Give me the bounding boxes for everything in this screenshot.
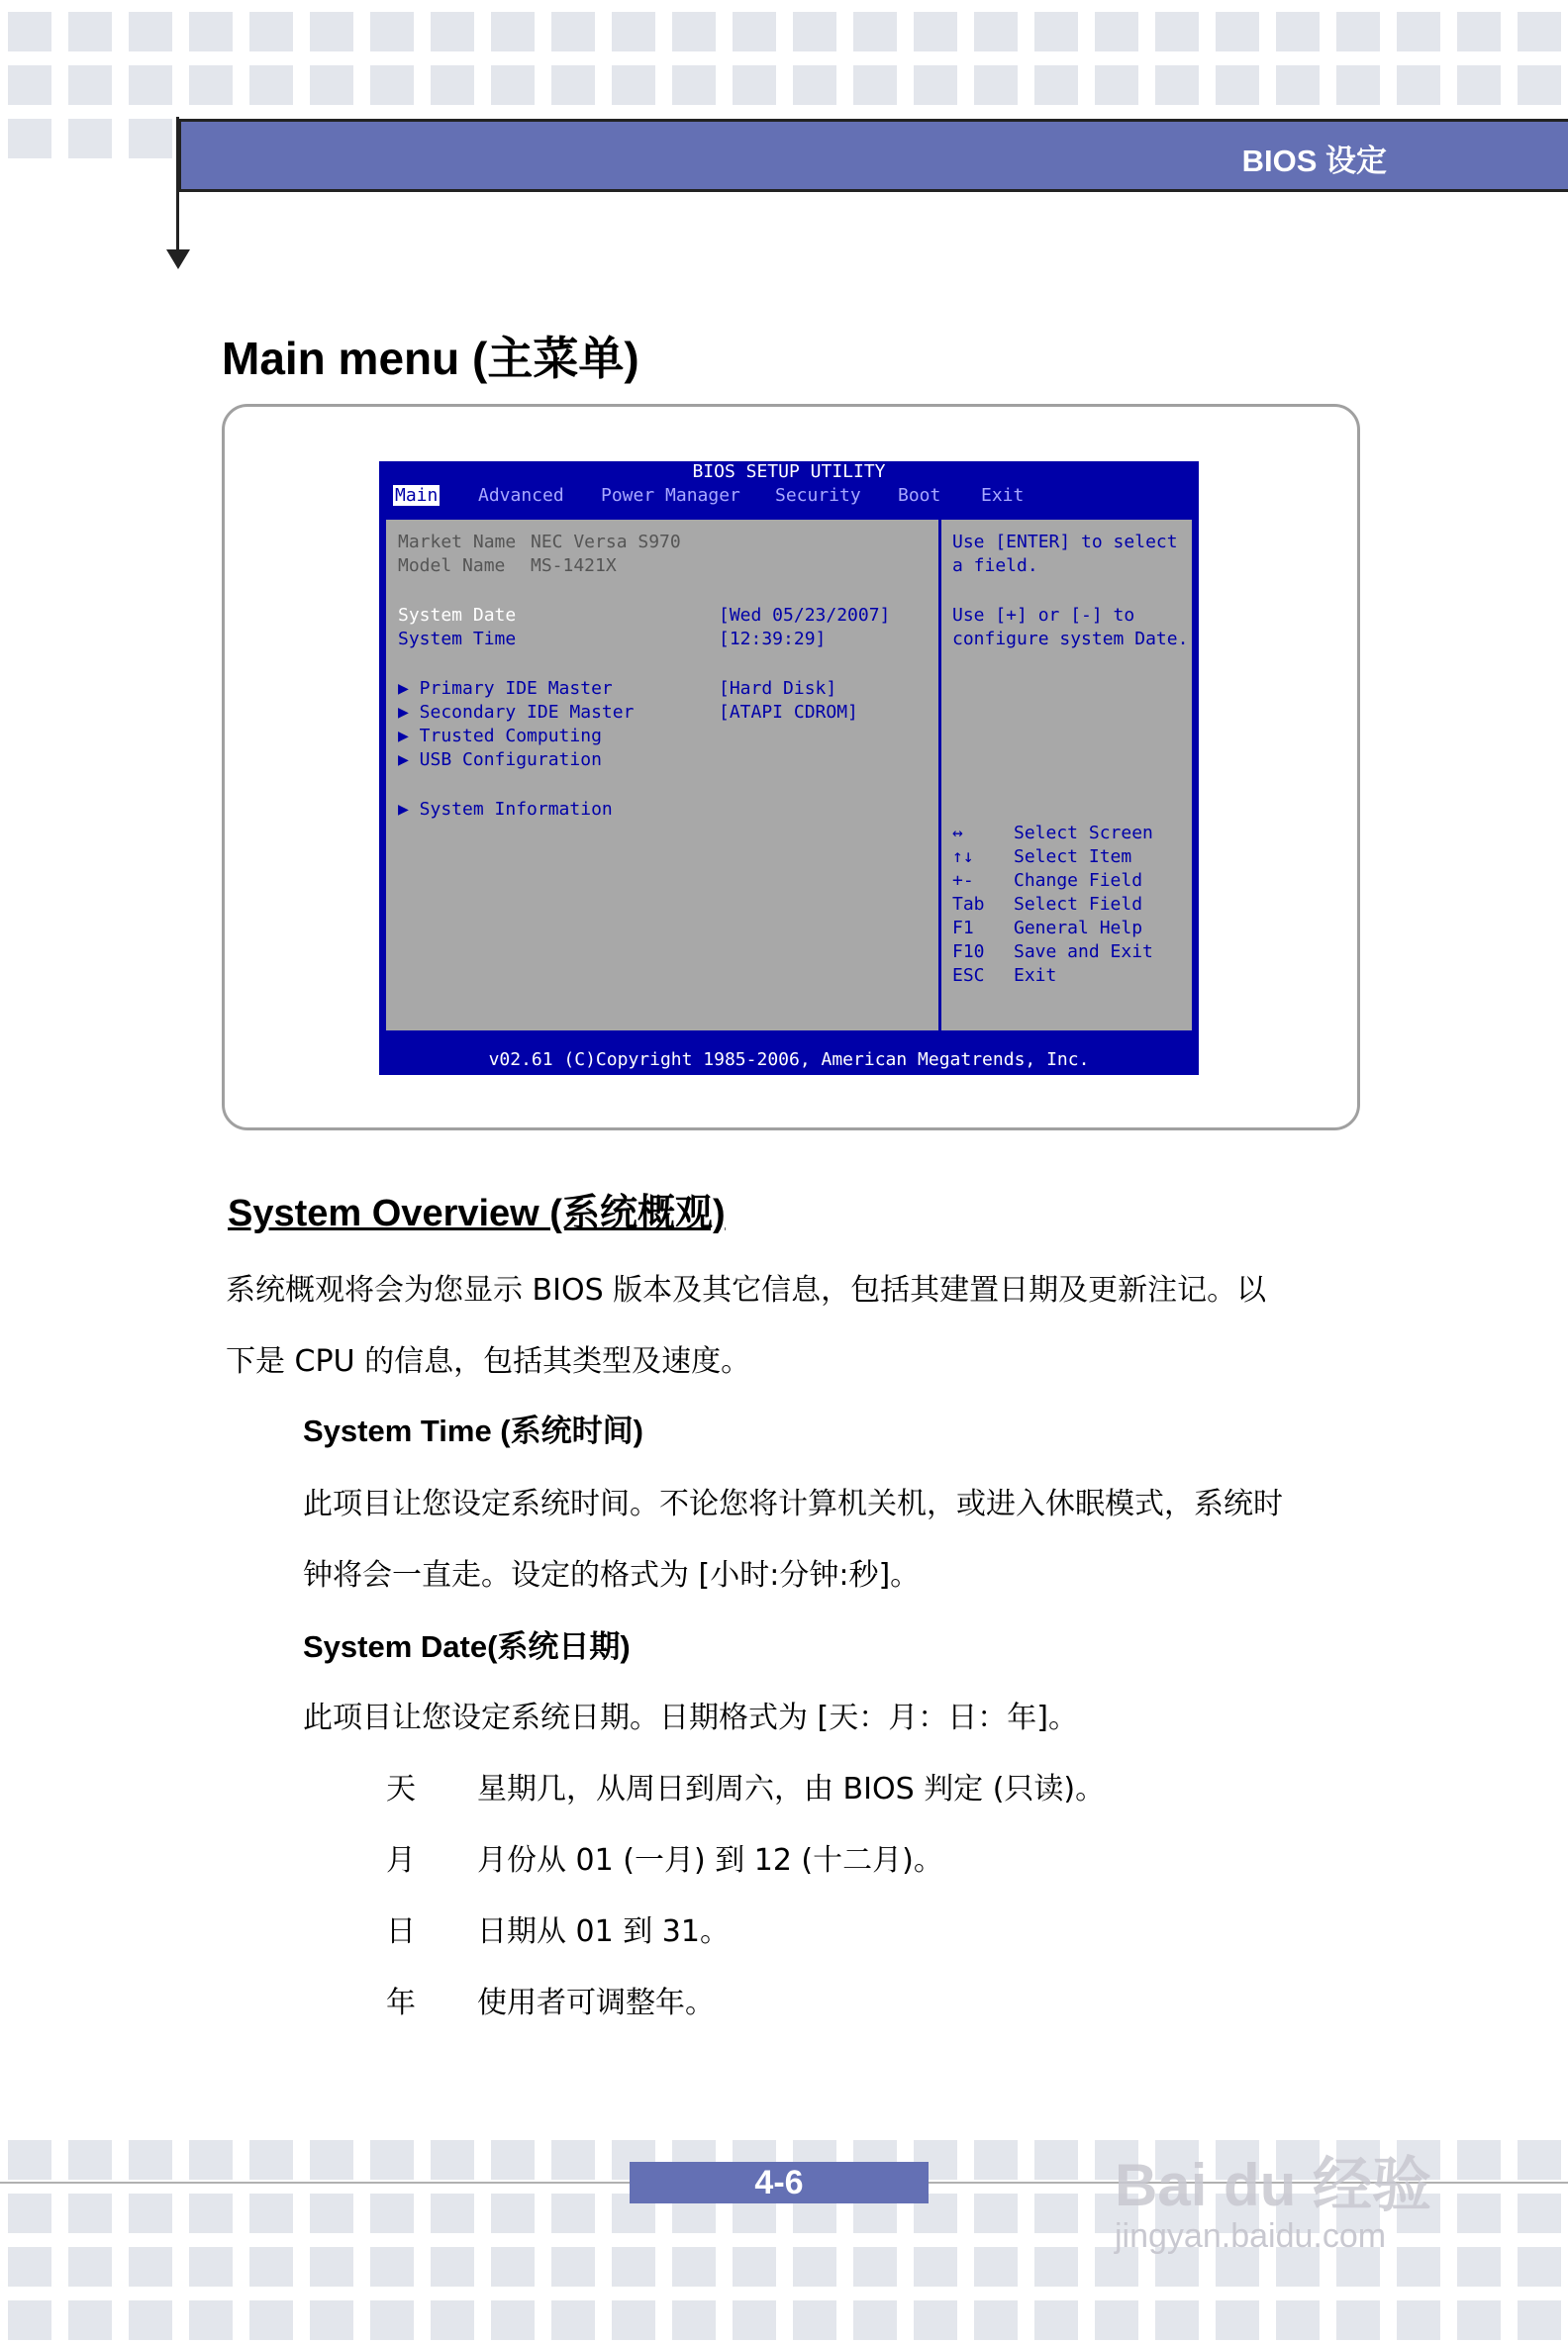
- market-name-label: Market Name: [398, 532, 517, 552]
- date-def-year: 使用者可调整年。: [477, 1986, 715, 2020]
- header-title: BIOS 设定: [1241, 144, 1387, 178]
- help-text-line-2: a field.: [952, 555, 1038, 576]
- key-f1: F1: [952, 918, 974, 938]
- date-def-day: 星期几，从周日到周六，由 BIOS 判定 (只读)。: [477, 1772, 1106, 1807]
- header-connector-line: [176, 117, 179, 255]
- watermark-url: jingyan.baidu.com: [1115, 2217, 1387, 2255]
- watermark-logo: Bai du 经验: [1115, 2152, 1432, 2218]
- page-title: Main menu (主菜单): [222, 333, 639, 384]
- help-text-line-3: Use [+] or [-] to: [952, 605, 1135, 626]
- overview-paragraph-line-2: 下是 CPU 的信息，包括其类型及速度。: [226, 1344, 751, 1379]
- help-text-line-4: configure system Date.: [952, 629, 1189, 649]
- date-def-month: 月份从 01 (一月) 到 12 (十二月)。: [477, 1843, 943, 1878]
- system-time-label[interactable]: System Time: [398, 629, 517, 649]
- tab-advanced[interactable]: Advanced: [478, 485, 564, 506]
- key-f1-desc: General Help: [1014, 918, 1143, 938]
- system-date-value[interactable]: [Wed 05/23/2007]: [719, 605, 891, 626]
- bios-copyright: v02.61 (C)Copyright 1985-2006, American Megatrends, Inc.: [488, 1049, 1090, 1070]
- key-esc: ESC: [952, 965, 985, 986]
- system-date-heading: System Date(系统日期): [303, 1629, 631, 1664]
- key-select-item: ↑↓: [952, 846, 974, 867]
- secondary-ide-value: [ATAPI CDROM]: [719, 702, 858, 723]
- bios-screen: [379, 461, 1199, 1075]
- date-term-year: 年: [386, 1986, 416, 2020]
- bios-pane-divider: [938, 520, 941, 1030]
- tab-exit[interactable]: Exit: [981, 485, 1025, 506]
- menu-item-secondary-ide[interactable]: ▶ Secondary IDE Master: [398, 702, 635, 723]
- model-name-value: MS-1421X: [531, 555, 617, 576]
- model-name-label: Model Name: [398, 555, 506, 576]
- key-select-screen-desc: Select Screen: [1014, 823, 1153, 843]
- key-f10-desc: Save and Exit: [1014, 941, 1153, 962]
- menu-item-trusted-computing[interactable]: ▶ Trusted Computing: [398, 726, 602, 746]
- date-term-date: 日: [386, 1914, 416, 1949]
- system-date-paragraph: 此项目让您设定系统日期。日期格式为 [天：月：日：年]。: [303, 1701, 1078, 1735]
- system-time-heading: System Time (系统时间): [303, 1414, 643, 1448]
- header-banner: [178, 119, 1568, 192]
- tab-boot[interactable]: Boot: [898, 485, 941, 506]
- bios-title: BIOS SETUP UTILITY: [692, 461, 886, 482]
- date-term-day: 天: [386, 1772, 416, 1807]
- key-esc-desc: Exit: [1014, 965, 1057, 986]
- key-change-field-desc: Change Field: [1014, 870, 1143, 891]
- key-tab: Tab: [952, 894, 985, 915]
- primary-ide-value: [Hard Disk]: [719, 678, 837, 699]
- date-def-date: 日期从 01 到 31。: [477, 1914, 730, 1949]
- bios-menubar: [379, 483, 1199, 507]
- system-date-label[interactable]: System Date: [398, 605, 517, 626]
- tab-security[interactable]: Security: [775, 485, 861, 506]
- system-time-paragraph-line-1: 此项目让您设定系统时间。不论您将计算机关机，或进入休眠模式，系统时: [303, 1487, 1283, 1521]
- overview-heading: System Overview (系统概观): [228, 1193, 726, 1234]
- bios-body: [383, 517, 1195, 1033]
- system-time-value[interactable]: [12:39:29]: [719, 629, 827, 649]
- tab-power-manager[interactable]: Power Manager: [601, 485, 740, 506]
- market-name-value: NEC Versa S970: [531, 532, 681, 552]
- system-time-paragraph-line-2: 钟将会一直走。设定的格式为 [小时:分钟:秒]。: [303, 1558, 921, 1593]
- key-select-item-desc: Select Item: [1014, 846, 1132, 867]
- help-text-line-1: Use [ENTER] to select: [952, 532, 1178, 552]
- tab-main[interactable]: Main: [395, 485, 439, 506]
- overview-paragraph-line-1: 系统概观将会为您显示 BIOS 版本及其它信息，包括其建置日期及更新注记。以: [226, 1273, 1267, 1308]
- menu-item-usb-configuration[interactable]: ▶ USB Configuration: [398, 749, 602, 770]
- key-f10: F10: [952, 941, 985, 962]
- menu-item-system-information[interactable]: ▶ System Information: [398, 799, 613, 820]
- down-arrow-icon: [166, 249, 190, 269]
- key-tab-desc: Select Field: [1014, 894, 1143, 915]
- key-select-screen: ↔: [952, 823, 963, 843]
- key-change-field: +-: [952, 870, 974, 891]
- menu-item-primary-ide[interactable]: ▶ Primary IDE Master: [398, 678, 613, 699]
- date-term-month: 月: [386, 1843, 416, 1878]
- page-number: 4-6: [754, 2164, 804, 2201]
